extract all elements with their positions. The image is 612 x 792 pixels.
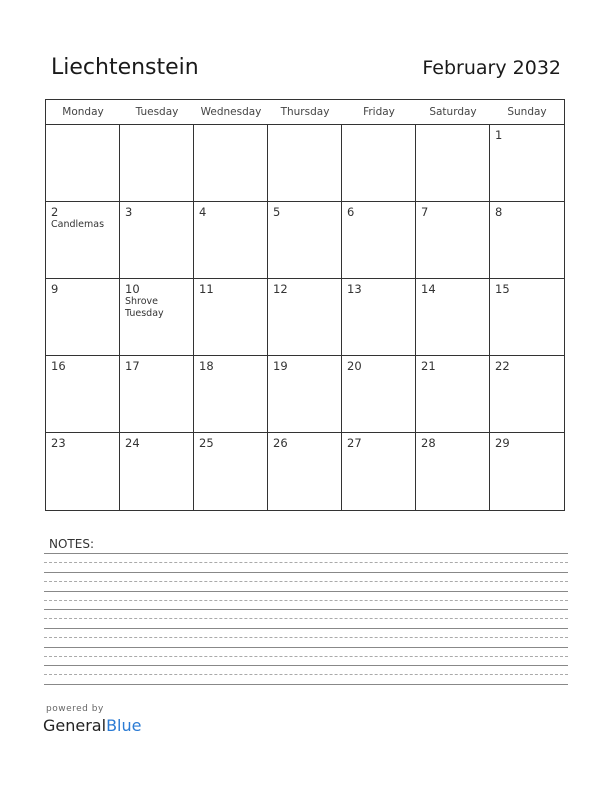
day-cell — [194, 125, 268, 202]
day-cell — [46, 125, 120, 202]
day-cell — [46, 433, 120, 510]
day-cell — [120, 125, 194, 202]
day-number: 7 — [421, 205, 429, 219]
note-line — [44, 609, 568, 610]
day-number: 14 — [421, 282, 436, 296]
day-cell — [490, 356, 564, 433]
day-number: 13 — [347, 282, 362, 296]
day-number: 21 — [421, 359, 436, 373]
note-line — [44, 591, 568, 592]
generalblue-logo — [43, 716, 141, 735]
day-cell — [46, 202, 120, 279]
day-number: 25 — [199, 436, 214, 450]
weekday-friday: Friday — [363, 106, 395, 118]
day-number: 24 — [125, 436, 140, 450]
day-number: 9 — [51, 282, 59, 296]
note-line — [44, 637, 568, 638]
weekday-tuesday: Tuesday — [135, 106, 179, 118]
day-cell — [268, 125, 342, 202]
day-number: 5 — [273, 205, 281, 219]
day-number: 1 — [495, 128, 503, 142]
day-number: 17 — [125, 359, 140, 373]
day-number: 12 — [273, 282, 288, 296]
day-cell — [194, 433, 268, 510]
note-line — [44, 665, 568, 666]
day-number: 20 — [347, 359, 362, 373]
day-cell — [416, 433, 490, 510]
day-cell — [342, 125, 416, 202]
day-cell — [120, 356, 194, 433]
day-number: 29 — [495, 436, 510, 450]
day-cell — [490, 202, 564, 279]
day-number: 6 — [347, 205, 355, 219]
day-cell — [268, 433, 342, 510]
weekday-sunday: Sunday — [507, 106, 547, 118]
day-cell — [342, 279, 416, 356]
note-line — [44, 684, 568, 685]
day-number: 27 — [347, 436, 362, 450]
calendar-grid — [45, 99, 565, 511]
brand-blue: Blue — [106, 716, 142, 735]
day-number: 15 — [495, 282, 510, 296]
day-cell — [416, 202, 490, 279]
notes-label: NOTES: — [49, 537, 94, 551]
day-cell — [342, 202, 416, 279]
day-cell — [342, 356, 416, 433]
day-cell — [120, 433, 194, 510]
day-number: 10 — [125, 282, 140, 296]
day-number: 8 — [495, 205, 503, 219]
day-number: 28 — [421, 436, 436, 450]
day-number: 4 — [199, 205, 207, 219]
day-number: 26 — [273, 436, 288, 450]
day-cell — [268, 279, 342, 356]
day-number: 11 — [199, 282, 214, 296]
day-cell — [268, 202, 342, 279]
holiday-label: Candlemas — [51, 219, 105, 230]
calendar-body — [46, 125, 564, 510]
note-line — [44, 581, 568, 582]
note-line — [44, 656, 568, 657]
day-cell — [46, 279, 120, 356]
day-cell — [268, 356, 342, 433]
day-number: 18 — [199, 359, 214, 373]
note-line — [44, 562, 568, 563]
day-cell — [490, 433, 564, 510]
weekday-monday: Monday — [62, 106, 104, 118]
day-number: 3 — [125, 205, 133, 219]
note-line — [44, 618, 568, 619]
day-cell — [194, 202, 268, 279]
day-number: 23 — [51, 436, 66, 450]
day-cell — [46, 356, 120, 433]
powered-by-label: powered by — [46, 704, 104, 714]
day-cell — [194, 356, 268, 433]
day-cell — [416, 356, 490, 433]
note-line — [44, 553, 568, 554]
day-cell — [416, 125, 490, 202]
weekday-wednesday: Wednesday — [200, 106, 262, 118]
month-title: February 2032 — [422, 57, 561, 79]
day-cell — [194, 279, 268, 356]
country-title: Liechtenstein — [51, 55, 199, 80]
brand-general: General — [43, 716, 107, 735]
day-number: 2 — [51, 205, 59, 219]
day-cell — [416, 279, 490, 356]
weekday-header — [46, 100, 564, 125]
note-line — [44, 600, 568, 601]
note-line — [44, 647, 568, 648]
day-cell — [120, 202, 194, 279]
day-cell — [342, 433, 416, 510]
holiday-label: Shrove Tuesday — [125, 296, 164, 319]
note-line — [44, 572, 568, 573]
day-number: 19 — [273, 359, 288, 373]
day-cell — [490, 125, 564, 202]
note-line — [44, 628, 568, 629]
day-cell — [120, 279, 194, 356]
day-cell — [490, 279, 564, 356]
note-line — [44, 674, 568, 675]
weekday-thursday: Thursday — [280, 106, 330, 118]
day-number: 22 — [495, 359, 510, 373]
weekday-saturday: Saturday — [429, 106, 477, 118]
day-number: 16 — [51, 359, 66, 373]
